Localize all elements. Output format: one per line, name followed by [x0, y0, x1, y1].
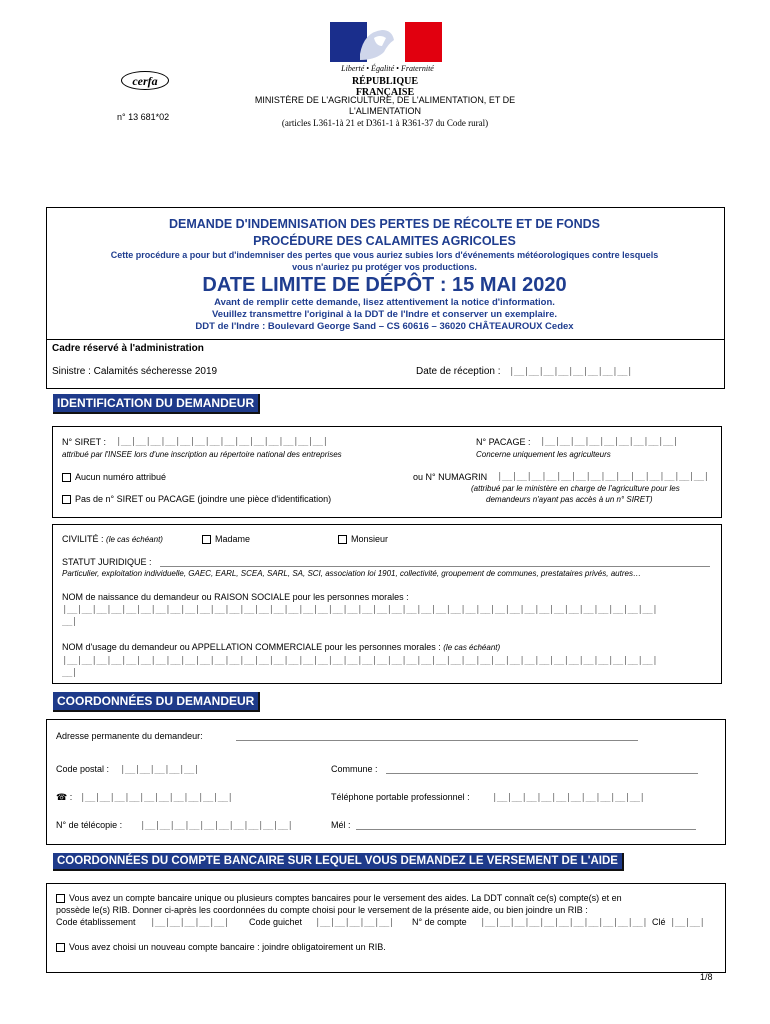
code-guichet-label: Code guichet [249, 917, 303, 927]
pacage-note: Concerne uniquement les agriculteurs [476, 450, 611, 459]
nom-field-end[interactable]: __| [62, 617, 77, 627]
purpose-line2: vous n'auriez pu protéger vos productions. [292, 262, 477, 272]
usage-note: (le cas échéant) [443, 643, 501, 652]
ministry-line2: L'ALIMENTATION [349, 106, 421, 116]
siret-field[interactable]: |__|__|__|__|__|__|__|__|__|__|__|__|__|__| [116, 437, 328, 447]
section-bank: COORDONNÉES DU COMPTE BANCAIRE SUR LEQUEL VOUS DEMANDEZ LE VERSEMENT DE L'AIDE [53, 853, 624, 871]
sinistre: Sinistre : Calamités sécheresse 2019 [52, 366, 218, 377]
bank-option1-line2: possède le(s) RIB. Donner ci-après les coordonnées du compte choisi pour le versement de la présente aide, ou bien joindre un RIB : [56, 905, 588, 915]
no-number-option[interactable] [62, 472, 166, 482]
compte-label: N° de compte [412, 917, 467, 927]
title-line2: PROCÉDURE DES CALAMITES AGRICOLES [253, 234, 516, 248]
bank-option1[interactable] [56, 893, 622, 903]
adresse-label: Adresse permanente du demandeur: [56, 731, 203, 741]
notice-line3: DDT de l'Indre : Boulevard George Sand – CS 60616 – 36020 CHÂTEAUROUX Cedex [195, 321, 574, 332]
no-siret-option[interactable] [62, 494, 331, 504]
cerfa-logo [121, 71, 169, 90]
notice-line2: Veuillez transmettre l'original à la DDT de l'Indre et conserver un exemplaire. [211, 309, 558, 320]
phone-field[interactable]: |__|__|__|__|__|__|__|__|__|__| [80, 793, 233, 803]
code-etab-field[interactable]: |__|__|__|__|__| [150, 918, 229, 928]
cerfa-text: cerfa [132, 74, 158, 88]
pacage-label: N° PACAGE : [476, 437, 531, 447]
notice-line1: Avant de remplir cette demande, lisez attentivement la notice d'information. [214, 297, 555, 308]
siret-note: attribué par l'INSEE lors d'une inscription au répertoire national des entreprises [62, 450, 342, 459]
articles-reference: (articles L361-1à 21 et D361-1 à R361-37 du Code rural) [281, 118, 489, 128]
siret-label: N° SIRET : [62, 437, 106, 447]
mel-label: Mél : [331, 820, 351, 830]
civilite-label: CIVILITÉ : [62, 534, 104, 544]
nom-label: NOM de naissance du demandeur ou RAISON SOCIALE pour les personnes morales : [62, 592, 409, 602]
mobile-field[interactable]: |__|__|__|__|__|__|__|__|__|__| [492, 793, 645, 803]
commune-field[interactable] [386, 773, 698, 774]
adresse-field[interactable] [236, 740, 638, 741]
cerfa-number: n° 13 681*02 [117, 112, 170, 122]
numagrin-note2: demandeurs n'ayant pas accès à un n° SIRET) [486, 495, 653, 504]
reception-label: Date de réception : [416, 366, 501, 377]
numagrin-note1: (attribué par le ministère en charge de l'agriculture pour les [471, 484, 680, 493]
ministry-line1: MINISTÈRE DE L'AGRICULTURE, DE L'ALIMENTATION, ET DE [254, 95, 516, 105]
bank-option1-checkbox[interactable] [56, 894, 65, 903]
admin-divider [46, 339, 724, 340]
code-postal-label: Code postal : [56, 764, 110, 774]
code-postal-field[interactable]: |__|__|__|__|__| [120, 765, 199, 775]
bank-option2-checkbox[interactable] [56, 943, 65, 952]
monsieur-checkbox[interactable] [338, 535, 347, 544]
no-number-label: Aucun numéro attribué [75, 472, 167, 482]
bank-option1-line1: Vous avez un compte bancaire unique ou plusieurs comptes bancaires pour le versement des aides. La DDT connaît ce(s) compte(s) et en [69, 893, 622, 903]
deadline: DATE LIMITE DE DÉPÔT : 15 MAI 2020 [202, 274, 567, 296]
madame-option[interactable] [202, 534, 250, 544]
code-etab-label: Code établissement [56, 917, 136, 927]
numagrin-label: ou N° NUMAGRIN [413, 472, 488, 482]
bank-option2[interactable] [56, 942, 386, 952]
no-siret-label: Pas de n° SIRET ou PACAGE (joindre une pièce d'identification) [75, 494, 332, 504]
section-coordonnees: COORDONNÉES DU DEMANDEUR [53, 692, 260, 712]
no-siret-checkbox[interactable] [62, 495, 71, 504]
madame-checkbox[interactable] [202, 535, 211, 544]
usage-label: NOM d'usage du demandeur ou APPELLATION COMMERCIALE pour les personnes morales : [62, 642, 441, 652]
phone-icon: ☎ [56, 792, 68, 802]
civilite-note: (le cas échéant) [106, 535, 163, 544]
madame-label: Madame [215, 534, 251, 544]
pacage-field[interactable]: |__|__|__|__|__|__|__|__|__| [540, 437, 678, 447]
statut-field[interactable] [160, 566, 710, 567]
cle-field[interactable]: |__|__| [670, 918, 705, 928]
fax-field[interactable]: |__|__|__|__|__|__|__|__|__|__| [140, 821, 293, 831]
bank-codes-row [56, 917, 136, 927]
admin-label: Cadre réservé à l'administration [52, 343, 204, 354]
reception-date-field[interactable]: |__|__|__|__|__|__|__|__| [509, 367, 632, 377]
mel-field[interactable] [356, 829, 696, 830]
civilite-row [62, 534, 163, 544]
usage-field-end[interactable]: __| [62, 668, 77, 678]
cle-label: Clé [652, 917, 666, 927]
page-number: 1/8 [700, 972, 713, 982]
usage-field[interactable]: |__|__|__|__|__|__|__|__|__|__|__|__|__|__|__|__|__|__|__|__|__|__|__|__|__|__|__|__|__|__|__|__|__|__|__|__|__|__|__|__| [62, 656, 658, 666]
code-guichet-field[interactable]: |__|__|__|__|__| [315, 918, 394, 928]
commune-label: Commune : [331, 764, 378, 774]
bank-option2-label: Vous avez choisi un nouveau compte bancaire : joindre obligatoirement un RIB. [69, 942, 386, 952]
monsieur-option[interactable] [338, 534, 388, 544]
statut-label: STATUT JURIDIQUE : [62, 557, 152, 567]
title-line1: DEMANDE D'INDEMNISATION DES PERTES DE RÉCOLTE ET DE FONDS [168, 217, 600, 231]
mobile-label: Téléphone portable professionnel : [331, 792, 470, 802]
section-identification: IDENTIFICATION DU DEMANDEUR [53, 394, 260, 414]
compte-field[interactable]: |__|__|__|__|__|__|__|__|__|__|__| [480, 918, 648, 928]
no-number-checkbox[interactable] [62, 473, 71, 482]
monsieur-label: Monsieur [351, 534, 389, 544]
republic-name: RÉPUBLIQUE FRANÇAISE [351, 76, 419, 98]
statut-examples: Particulier, exploitation individuelle, GAEC, EARL, SCEA, SARL, SA, SCI, association loi 1901, collectivité, groupement de communes, prestataires privés, autres… [62, 569, 641, 578]
purpose-line1: Cette procédure a pour but d'indemniser des pertes que vous auriez subies lors d'événements météorologiques contre lesquels [110, 250, 659, 260]
marianne-flag-icon [330, 22, 442, 62]
usage-row [62, 642, 500, 652]
fax-label: N° de télécopie : [56, 820, 123, 830]
numagrin-field[interactable]: |__|__|__|__|__|__|__|__|__|__|__|__|__|__| [497, 472, 709, 482]
phone-row: ☎ : [56, 792, 73, 802]
motto: Liberté • Égalité • Fraternité [341, 64, 434, 73]
nom-field[interactable]: |__|__|__|__|__|__|__|__|__|__|__|__|__|__|__|__|__|__|__|__|__|__|__|__|__|__|__|__|__|__|__|__|__|__|__|__|__|__|__|__| [62, 605, 658, 615]
republique-logo [330, 22, 442, 62]
